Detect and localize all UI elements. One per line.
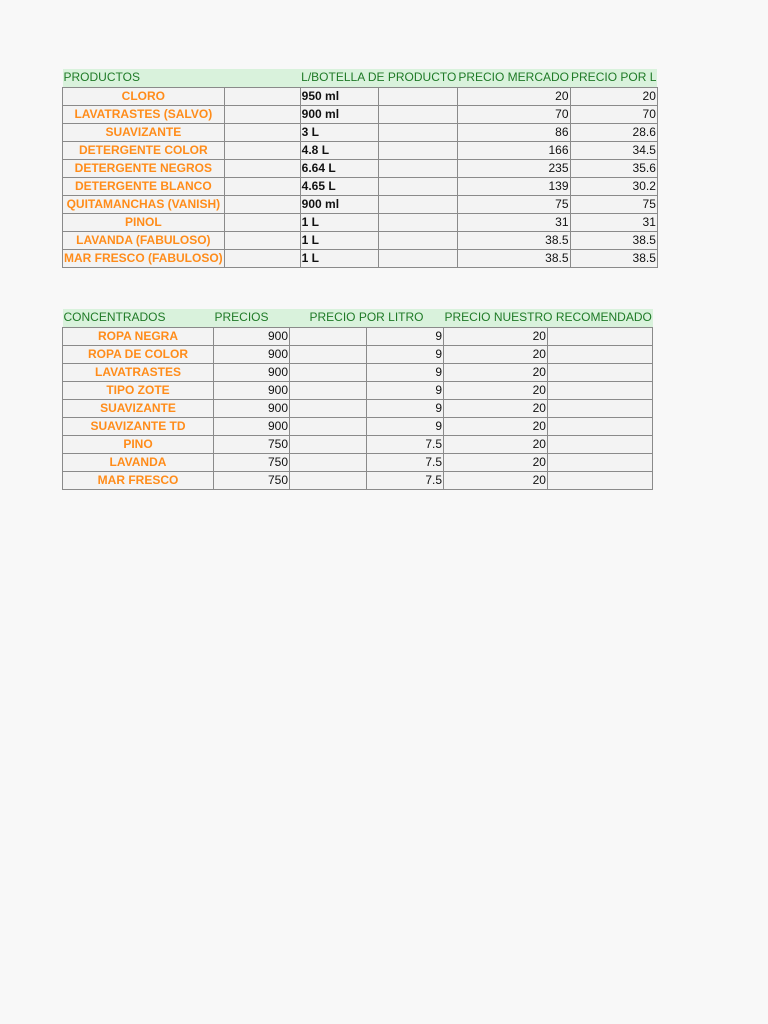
price-cell[interactable]: 750: [214, 453, 290, 471]
price-per-litro-cell[interactable]: 7.5: [367, 471, 444, 489]
concentrate-name-cell[interactable]: ROPA NEGRA: [63, 327, 214, 345]
table-row: [63, 177, 658, 195]
header-precio-por-l[interactable]: PRECIO POR L: [570, 69, 657, 87]
header-concentrados[interactable]: CONCENTRADOS: [63, 309, 214, 327]
empty-cell[interactable]: [224, 177, 300, 195]
recommended-price-cell[interactable]: 20: [444, 435, 548, 453]
header-productos[interactable]: PRODUCTOS: [63, 69, 225, 87]
market-price-cell[interactable]: 70: [457, 105, 570, 123]
table-row: [63, 159, 658, 177]
product-name-cell[interactable]: SUAVIZANTE: [63, 123, 225, 141]
recommended-price-cell[interactable]: 20: [444, 363, 548, 381]
product-name-cell[interactable]: DETERGENTE NEGROS: [63, 159, 225, 177]
bottle-size-cell[interactable]: 950 ml: [300, 87, 379, 105]
price-cell[interactable]: 900: [214, 399, 290, 417]
bottle-size-cell[interactable]: 1 L: [300, 231, 379, 249]
product-name-cell[interactable]: DETERGENTE BLANCO: [63, 177, 225, 195]
header-precio-mercado[interactable]: PRECIO MERCADO: [457, 69, 570, 87]
price-per-l-cell[interactable]: 34.5: [570, 141, 657, 159]
empty-cell[interactable]: [224, 123, 300, 141]
empty-cell[interactable]: [547, 327, 652, 345]
empty-cell[interactable]: [224, 249, 300, 267]
price-cell[interactable]: 900: [214, 345, 290, 363]
table-row: [63, 381, 653, 399]
table-row: [63, 471, 653, 489]
concentrate-name-cell[interactable]: SUAVIZANTE TD: [63, 417, 214, 435]
table-row: [63, 195, 658, 213]
empty-cell[interactable]: [379, 213, 458, 231]
concentrate-name-cell[interactable]: PINO: [63, 435, 214, 453]
recommended-price-cell[interactable]: 20: [444, 453, 548, 471]
empty-cell[interactable]: [547, 363, 652, 381]
empty-cell[interactable]: [290, 381, 367, 399]
table-row: [63, 87, 658, 105]
recommended-price-cell[interactable]: 20: [444, 471, 548, 489]
market-price-cell[interactable]: 20: [457, 87, 570, 105]
empty-cell[interactable]: [379, 195, 458, 213]
price-per-l-cell[interactable]: 38.5: [570, 249, 657, 267]
price-per-litro-cell[interactable]: 9: [367, 363, 444, 381]
recommended-price-cell[interactable]: 20: [444, 399, 548, 417]
empty-cell[interactable]: [547, 345, 652, 363]
concentrados-table: [62, 309, 653, 490]
table-row: [63, 345, 653, 363]
empty-cell[interactable]: [290, 399, 367, 417]
empty-cell[interactable]: [379, 231, 458, 249]
empty-cell[interactable]: [379, 141, 458, 159]
price-per-l-cell[interactable]: 31: [570, 213, 657, 231]
empty-cell[interactable]: [224, 141, 300, 159]
price-cell[interactable]: 900: [214, 417, 290, 435]
empty-cell[interactable]: [547, 417, 652, 435]
table-row: [63, 141, 658, 159]
empty-cell[interactable]: [224, 105, 300, 123]
price-per-l-cell[interactable]: 38.5: [570, 231, 657, 249]
concentrados-header-row: [63, 309, 653, 327]
price-per-l-cell[interactable]: 35.6: [570, 159, 657, 177]
price-per-litro-cell[interactable]: 9: [367, 345, 444, 363]
header-litros-botella[interactable]: L/BOTELLA DE PRODUCTO: [300, 69, 457, 87]
table-row: [63, 105, 658, 123]
table-row: [63, 435, 653, 453]
empty-cell[interactable]: [547, 435, 652, 453]
table-row: [63, 363, 653, 381]
productos-header-row: [63, 69, 658, 87]
empty-cell[interactable]: [290, 435, 367, 453]
concentrate-name-cell[interactable]: LAVANDA: [63, 453, 214, 471]
price-per-l-cell[interactable]: 20: [570, 87, 657, 105]
price-per-litro-cell[interactable]: 7.5: [367, 435, 444, 453]
concentrate-name-cell[interactable]: LAVATRASTES: [63, 363, 214, 381]
header-precio-por-litro[interactable]: PRECIO POR LITRO: [290, 309, 444, 327]
recommended-price-cell[interactable]: 20: [444, 417, 548, 435]
table-row: [63, 399, 653, 417]
table-row: [63, 249, 658, 267]
header-precios[interactable]: PRECIOS: [214, 309, 290, 327]
empty-cell[interactable]: [547, 471, 652, 489]
market-price-cell[interactable]: 86: [457, 123, 570, 141]
product-name-cell[interactable]: LAVANDA (FABULOSO): [63, 231, 225, 249]
empty-cell[interactable]: [290, 471, 367, 489]
product-name-cell[interactable]: QUITAMANCHAS (VANISH): [63, 195, 225, 213]
bottle-size-cell[interactable]: 900 ml: [300, 105, 379, 123]
market-price-cell[interactable]: 166: [457, 141, 570, 159]
empty-cell[interactable]: [224, 87, 300, 105]
table-row: [63, 453, 653, 471]
product-name-cell[interactable]: PINOL: [63, 213, 225, 231]
market-price-cell[interactable]: 139: [457, 177, 570, 195]
recommended-price-cell[interactable]: 20: [444, 345, 548, 363]
table-row: [63, 327, 653, 345]
product-name-cell[interactable]: DETERGENTE COLOR: [63, 141, 225, 159]
concentrate-name-cell[interactable]: TIPO ZOTE: [63, 381, 214, 399]
empty-cell[interactable]: [379, 105, 458, 123]
bottle-size-cell[interactable]: 1 L: [300, 213, 379, 231]
header-precio-recomendado[interactable]: PRECIO NUESTRO RECOMENDADO: [444, 309, 653, 327]
table-row: [63, 123, 658, 141]
market-price-cell[interactable]: 38.5: [457, 231, 570, 249]
empty-cell[interactable]: [224, 213, 300, 231]
concentrate-name-cell[interactable]: SUAVIZANTE: [63, 399, 214, 417]
empty-cell[interactable]: [379, 87, 458, 105]
price-per-l-cell[interactable]: 70: [570, 105, 657, 123]
table-row: [63, 231, 658, 249]
price-per-l-cell[interactable]: 75: [570, 195, 657, 213]
empty-cell[interactable]: [224, 231, 300, 249]
price-cell[interactable]: 900: [214, 327, 290, 345]
product-name-cell[interactable]: MAR FRESCO (FABULOSO): [63, 249, 225, 267]
empty-cell[interactable]: [290, 453, 367, 471]
market-price-cell[interactable]: 235: [457, 159, 570, 177]
empty-cell[interactable]: [224, 195, 300, 213]
bottle-size-cell[interactable]: 3 L: [300, 123, 379, 141]
concentrate-name-cell[interactable]: MAR FRESCO: [63, 471, 214, 489]
table-row: [63, 213, 658, 231]
price-per-litro-cell[interactable]: 9: [367, 399, 444, 417]
empty-cell[interactable]: [290, 417, 367, 435]
empty-cell[interactable]: [379, 177, 458, 195]
bottle-size-cell[interactable]: 4.8 L: [300, 141, 379, 159]
recommended-price-cell[interactable]: 20: [444, 327, 548, 345]
empty-cell[interactable]: [224, 159, 300, 177]
table-row: [63, 417, 653, 435]
bottle-size-cell[interactable]: 1 L: [300, 249, 379, 267]
market-price-cell[interactable]: 31: [457, 213, 570, 231]
price-per-l-cell[interactable]: 30.2: [570, 177, 657, 195]
price-cell[interactable]: 900: [214, 381, 290, 399]
empty-cell[interactable]: [379, 123, 458, 141]
empty-cell[interactable]: [290, 345, 367, 363]
price-cell[interactable]: 750: [214, 435, 290, 453]
empty-cell[interactable]: [547, 399, 652, 417]
price-per-litro-cell[interactable]: 9: [367, 381, 444, 399]
empty-cell[interactable]: [547, 453, 652, 471]
price-per-litro-cell[interactable]: 9: [367, 417, 444, 435]
concentrate-name-cell[interactable]: ROPA DE COLOR: [63, 345, 214, 363]
productos-table: [62, 69, 658, 268]
price-cell[interactable]: 900: [214, 363, 290, 381]
empty-cell[interactable]: [547, 381, 652, 399]
empty-cell[interactable]: [379, 249, 458, 267]
price-cell[interactable]: 750: [214, 471, 290, 489]
bottle-size-cell[interactable]: 900 ml: [300, 195, 379, 213]
bottle-size-cell[interactable]: 4.65 L: [300, 177, 379, 195]
price-per-l-cell[interactable]: 28.6: [570, 123, 657, 141]
price-per-litro-cell[interactable]: 9: [367, 327, 444, 345]
empty-cell[interactable]: [290, 363, 367, 381]
empty-cell[interactable]: [379, 159, 458, 177]
product-name-cell[interactable]: CLORO: [63, 87, 225, 105]
recommended-price-cell[interactable]: 20: [444, 381, 548, 399]
empty-cell[interactable]: [290, 327, 367, 345]
product-name-cell[interactable]: LAVATRASTES (SALVO): [63, 105, 225, 123]
price-per-litro-cell[interactable]: 7.5: [367, 453, 444, 471]
market-price-cell[interactable]: 38.5: [457, 249, 570, 267]
bottle-size-cell[interactable]: 6.64 L: [300, 159, 379, 177]
market-price-cell[interactable]: 75: [457, 195, 570, 213]
